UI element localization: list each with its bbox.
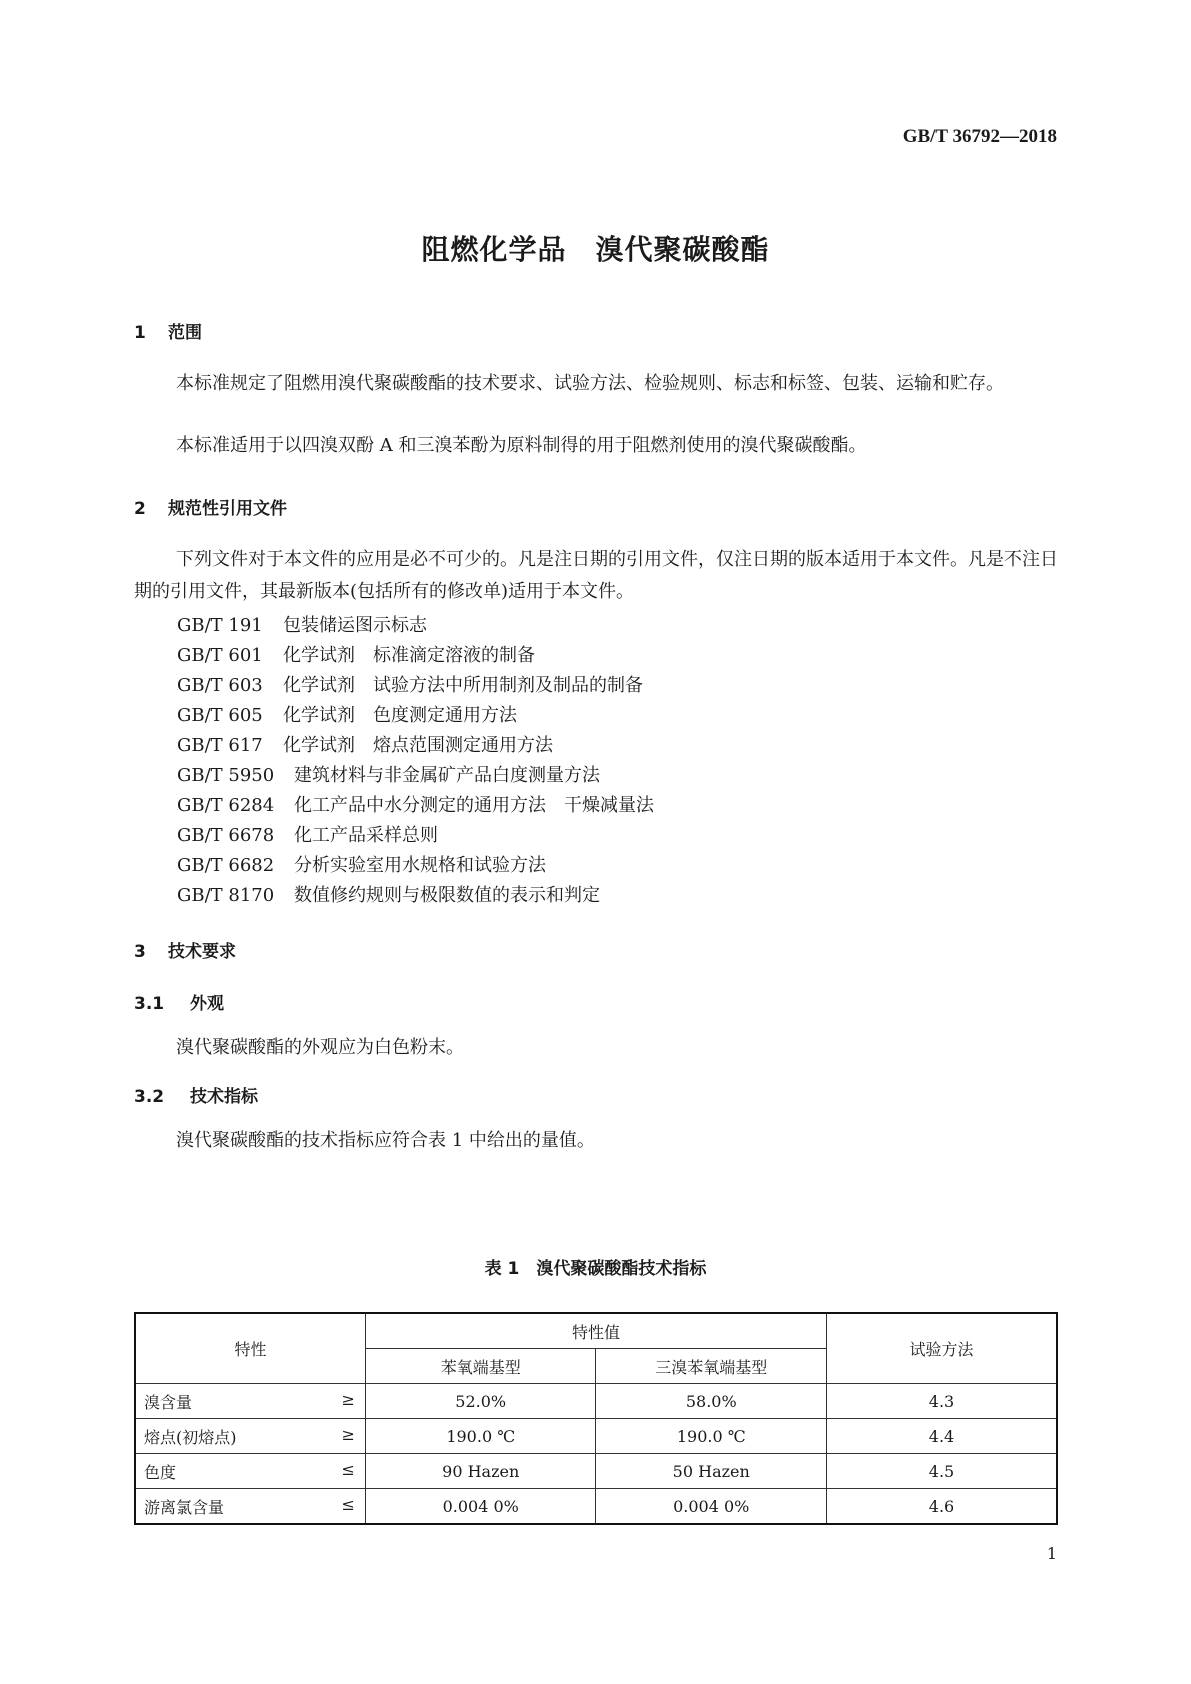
page-number: 1 xyxy=(1046,1544,1057,1563)
section-number: 3.1 xyxy=(134,994,165,1014)
scope-paragraph-1: 本标准规定了阻燃用溴代聚碳酸酯的技术要求、试验方法、检验规则、标志和标签、包装、运输和贮存。 xyxy=(176,373,1004,394)
reference-title: 化工产品采样总则 xyxy=(294,825,438,846)
section-title: 外观 xyxy=(190,994,224,1014)
reference-title: 化学试剂 试验方法中所用制剂及制品的制备 xyxy=(283,675,643,696)
header-col-a: 苯氧端基型 xyxy=(365,1349,596,1384)
section-title: 技术指标 xyxy=(190,1087,258,1107)
property-name: 色度 xyxy=(144,1462,177,1482)
reference-code: GB/T 6284 xyxy=(177,795,275,816)
value-a-cell: 0.004 0% xyxy=(365,1489,596,1525)
property-cell xyxy=(135,1489,365,1525)
section-number: 1 xyxy=(134,323,146,343)
section-title: 规范性引用文件 xyxy=(168,499,287,519)
section-3-1-heading xyxy=(134,989,224,1014)
reference-item xyxy=(177,791,654,817)
header-col-b: 三溴苯氧端基型 xyxy=(596,1349,827,1384)
property-cell xyxy=(135,1454,365,1489)
value-a-cell: 190.0 ℃ xyxy=(365,1419,596,1454)
method-cell: 4.6 xyxy=(827,1489,1057,1525)
reference-code: GB/T 6678 xyxy=(177,825,275,846)
property-name: 游离氯含量 xyxy=(144,1497,225,1517)
reference-code: GB/T 6682 xyxy=(177,855,275,876)
reference-title: 化学试剂 色度测定通用方法 xyxy=(283,705,517,726)
table-header-row xyxy=(135,1313,1057,1349)
section-1-heading xyxy=(134,318,202,343)
reference-code: GB/T 605 xyxy=(177,705,263,726)
references-intro: 下列文件对于本文件的应用是必不可少的。凡是注日期的引用文件，仅注日期的版本适用于本文件。凡是不注日期的引用文件，其最新版本(包括所有的修改单)适用于本文件。 xyxy=(134,549,1058,602)
reference-item xyxy=(177,761,600,787)
reference-title: 包装储运图示标志 xyxy=(283,615,427,636)
spec-table xyxy=(134,1312,1058,1525)
reference-item xyxy=(177,821,438,847)
reference-title: 化学试剂 熔点范围测定通用方法 xyxy=(283,735,553,756)
property-name: 熔点(初熔点) xyxy=(144,1427,237,1447)
table-row xyxy=(135,1489,1057,1525)
reference-item xyxy=(177,671,643,697)
reference-title: 数值修约规则与极限数值的表示和判定 xyxy=(294,885,600,906)
reference-title: 建筑材料与非金属矿产品白度测量方法 xyxy=(294,765,600,786)
table-row xyxy=(135,1419,1057,1454)
reference-title: 化学试剂 标准滴定溶液的制备 xyxy=(283,645,535,666)
indicators-text: 溴代聚碳酸酯的技术指标应符合表 1 中给出的量值。 xyxy=(176,1130,595,1151)
reference-item xyxy=(177,641,535,667)
header-method: 试验方法 xyxy=(827,1313,1057,1384)
reference-code: GB/T 5950 xyxy=(177,765,275,786)
section-3-heading xyxy=(134,937,236,962)
property-cell xyxy=(135,1419,365,1454)
table-row xyxy=(135,1454,1057,1489)
reference-code: GB/T 191 xyxy=(177,615,263,636)
section-number: 2 xyxy=(134,499,146,519)
appearance-text: 溴代聚碳酸酯的外观应为白色粉末。 xyxy=(176,1037,464,1058)
reference-code: GB/T 617 xyxy=(177,735,263,756)
reference-title: 分析实验室用水规格和试验方法 xyxy=(294,855,546,876)
header-value-group: 特性值 xyxy=(365,1313,826,1349)
property-name: 溴含量 xyxy=(144,1392,193,1412)
section-2-heading xyxy=(134,494,287,519)
table-caption: 表 1 溴代聚碳酸酯技术指标 xyxy=(484,1259,707,1279)
comparison-sign: ≤ xyxy=(341,1460,355,1479)
method-cell: 4.4 xyxy=(827,1419,1057,1454)
section-number: 3.2 xyxy=(134,1087,165,1107)
standard-code: GB/T 36792—2018 xyxy=(902,126,1057,147)
comparison-sign: ≥ xyxy=(341,1390,355,1409)
reference-code: GB/T 603 xyxy=(177,675,263,696)
value-b-cell: 0.004 0% xyxy=(596,1489,827,1525)
scope-paragraph-2: 本标准适用于以四溴双酚 A 和三溴苯酚为原料制得的用于阻燃剂使用的溴代聚碳酸酯。 xyxy=(176,435,867,456)
section-number: 3 xyxy=(134,942,146,962)
section-title: 范围 xyxy=(168,323,202,343)
value-a-cell: 52.0% xyxy=(365,1384,596,1419)
comparison-sign: ≤ xyxy=(341,1495,355,1514)
section-3-2-heading xyxy=(134,1082,258,1107)
reference-item xyxy=(177,701,517,727)
reference-code: GB/T 601 xyxy=(177,645,263,666)
value-b-cell: 190.0 ℃ xyxy=(596,1419,827,1454)
value-a-cell: 90 Hazen xyxy=(365,1454,596,1489)
document-title: 阻燃化学品 溴代聚碳酸酯 xyxy=(421,233,770,266)
property-cell xyxy=(135,1384,365,1419)
value-b-cell: 50 Hazen xyxy=(596,1454,827,1489)
value-b-cell: 58.0% xyxy=(596,1384,827,1419)
method-cell: 4.5 xyxy=(827,1454,1057,1489)
reference-item xyxy=(177,731,553,757)
reference-title: 化工产品中水分测定的通用方法 干燥减量法 xyxy=(294,795,654,816)
reference-item xyxy=(177,881,600,907)
method-cell: 4.3 xyxy=(827,1384,1057,1419)
reference-item xyxy=(177,851,546,877)
section-title: 技术要求 xyxy=(168,942,236,962)
reference-item xyxy=(177,611,427,637)
comparison-sign: ≥ xyxy=(341,1425,355,1444)
table-row xyxy=(135,1384,1057,1419)
reference-code: GB/T 8170 xyxy=(177,885,275,906)
header-property: 特性 xyxy=(135,1313,365,1384)
